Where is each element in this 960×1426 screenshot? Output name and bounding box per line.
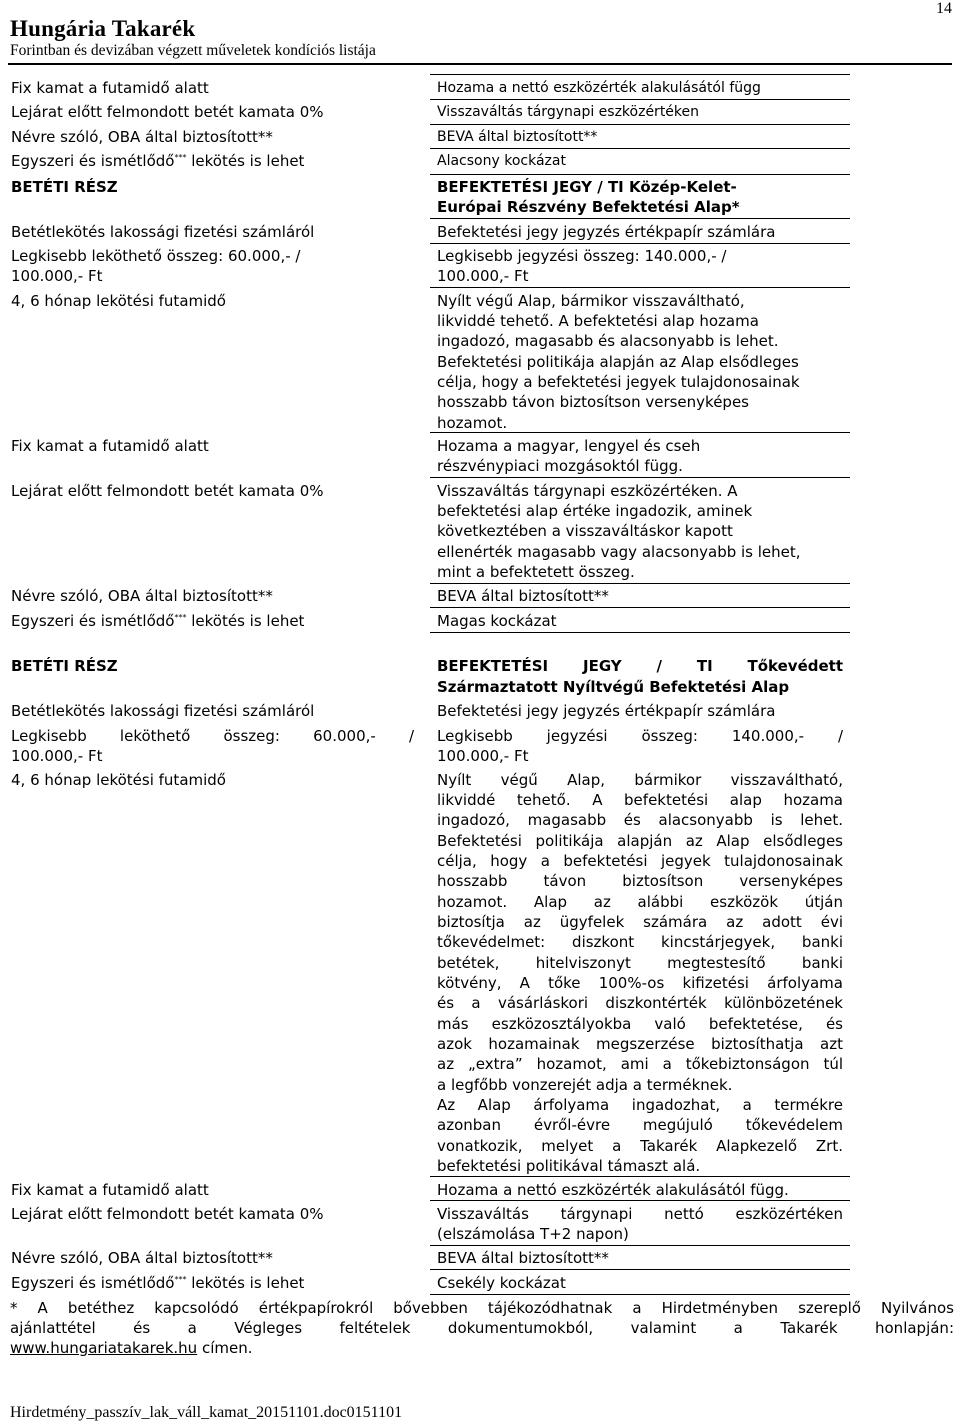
b2-desc2-4: befektetési politikával támaszt alá. bbox=[437, 1157, 701, 1175]
b2-min-subscription-2: 100.000,- Ft bbox=[437, 747, 529, 765]
b2-desc-5: célja, hogy a befektetési jegyek tulajdonosainak bbox=[437, 852, 843, 870]
b0-beva: BEVA által biztosított** bbox=[437, 129, 598, 145]
b0-redemption: Visszaváltás tárgynapi eszközértéken bbox=[437, 104, 700, 120]
b0-rule-4 bbox=[430, 148, 850, 149]
b2-desc-13: más eszközosztályokba való befektetése, és bbox=[437, 1015, 843, 1033]
b2-one-time-repeat: Egyszeri és ismétlődő*** lekötés is lehet bbox=[11, 1274, 305, 1292]
b0-risk: Alacsony kockázat bbox=[437, 153, 566, 169]
b2-desc-6: hosszabb távon biztosítson versenyképes bbox=[437, 872, 843, 890]
b2-min-amount-2: 100.000,- Ft bbox=[11, 747, 103, 765]
b2-min-amount: Legkisebb leköthető összeg: 60.000,- / bbox=[11, 727, 414, 745]
b1-rule-beva bbox=[430, 583, 850, 584]
b2-yield: Hozama a nettó eszközérték alakulásától függ. bbox=[437, 1181, 789, 1199]
b2-oba-insured: Névre szóló, OBA által biztosított** bbox=[11, 1249, 273, 1267]
b1-fix-rate: Fix kamat a futamidő alatt bbox=[11, 437, 209, 455]
b1-rule-heading bbox=[430, 174, 850, 175]
b2-desc2-1: Az Alap árfolyama ingadozhat, a termékre bbox=[437, 1096, 843, 1114]
b0-early-termination: Lejárat előtt felmondott betét kamata 0% bbox=[11, 103, 324, 121]
b2-account: Befektetési jegy jegyzés értékpapír számlára bbox=[437, 702, 776, 720]
b1-redeem-1: Visszaváltás tárgynapi eszközértéken. A bbox=[437, 482, 738, 500]
b2-term: 4, 6 hónap lekötési futamidő bbox=[11, 771, 226, 789]
b1-min-amount: Legkisebb leköthető összeg: 60.000,- / bbox=[11, 247, 301, 265]
b1-beva: BEVA által biztosított** bbox=[437, 587, 609, 605]
b1-desc-3: ingadozó, magasabb és alacsonyabb is lehet. bbox=[437, 332, 779, 350]
b0-rule-1 bbox=[430, 74, 850, 75]
b1-min-subscription: Legkisebb jegyzési összeg: 140.000,- / bbox=[437, 247, 727, 265]
b1-fund-heading-2: Európai Részvény Befektetési Alap* bbox=[437, 198, 740, 216]
b1-term: 4, 6 hónap lekötési futamidő bbox=[11, 292, 226, 310]
page-number: 14 bbox=[936, 0, 952, 17]
b0-yield: Hozama a nettó eszközérték alakulásától függ bbox=[437, 80, 761, 96]
b2-rule-yield bbox=[430, 1176, 850, 1177]
b2-desc-4: Befektetési politikája alapján az Alap elsődleges bbox=[437, 832, 843, 850]
b1-rule-redeem bbox=[430, 477, 850, 478]
b2-desc-14: azok hozamainak megszerzése biztosíthatja azt bbox=[437, 1035, 843, 1053]
b1-rule-end bbox=[430, 632, 850, 633]
b1-oba-insured: Névre szóló, OBA által biztosított** bbox=[11, 587, 273, 605]
b2-desc-16: a legfőbb vonzerejét adja a terméknek. bbox=[437, 1076, 733, 1094]
b2-desc-2: likviddé tehető. A befektetési alap hozama bbox=[437, 791, 843, 809]
b2-redeem-2: (elszámolása T+2 napon) bbox=[437, 1225, 629, 1243]
b0-fix-rate: Fix kamat a futamidő alatt bbox=[11, 79, 209, 97]
b2-early-termination: Lejárat előtt felmondott betét kamata 0% bbox=[11, 1205, 324, 1223]
b1-desc-2: likviddé tehető. A befektetési alap hozama bbox=[437, 312, 759, 330]
b1-yield-2: részvénypiaci mozgásoktól függ. bbox=[437, 457, 683, 475]
b2-desc2-3: vonatkozik, melyet a Takarék Alapkezelő Zrt. bbox=[437, 1137, 843, 1155]
b1-rule-account bbox=[430, 218, 850, 219]
b1-min-amount-2: 100.000,- Ft bbox=[11, 267, 103, 285]
footnote-line-2: ajánlattétel és a Végleges feltételek dokumentumokból, valamint a Takarék honlapján: bbox=[10, 1319, 954, 1337]
b1-redeem-4: ellenérték magasabb vagy alacsonyabb is lehet, bbox=[437, 543, 801, 561]
document-subtitle: Forintban és devizában végzett műveletek kondíciós listája bbox=[10, 42, 376, 59]
b1-yield-1: Hozama a magyar, lengyel és cseh bbox=[437, 437, 701, 455]
b1-rule-min bbox=[430, 243, 850, 244]
b2-desc-11: kötvény, A tőke 100%-os kifizetési árfolyama bbox=[437, 974, 843, 992]
b2-min-subscription: Legkisebb jegyzési összeg: 140.000,- / bbox=[437, 727, 843, 745]
b2-desc-10: betétek, hitelviszonyt megtestesítő banki bbox=[437, 954, 843, 972]
b1-redeem-5: mint a befektetett összeg. bbox=[437, 563, 635, 581]
b1-account: Befektetési jegy jegyzés értékpapír számlára bbox=[437, 223, 776, 241]
b1-desc-1: Nyílt végű Alap, bármikor visszaváltható, bbox=[437, 292, 745, 310]
b1-rule-risk bbox=[430, 607, 850, 608]
bank-website-link[interactable]: www.hungariatakarek.hu bbox=[10, 1339, 198, 1357]
b2-desc-12: és a vásárláskori diszkontérték különbözetének bbox=[437, 994, 843, 1012]
footnote-line-3: www.hungariatakarek.hu címen. bbox=[10, 1339, 253, 1357]
b1-redeem-3: következtében a visszaváltáskor kapott bbox=[437, 522, 733, 540]
b1-early-termination: Lejárat előtt felmondott betét kamata 0% bbox=[11, 482, 324, 500]
b2-deposit-source: Betétlekötés lakossági fizetési számláról bbox=[11, 702, 315, 720]
b2-fund-heading-2: Származtatott Nyíltvégű Befektetési Alap bbox=[437, 678, 790, 696]
b0-one-time-repeat: Egyszeri és ismétlődő*** lekötés is lehet bbox=[11, 152, 305, 170]
header-rule bbox=[8, 63, 952, 65]
b1-fund-heading-1: BEFEKTETÉSI JEGY / TI Közép-Kelet- bbox=[437, 178, 737, 196]
b1-deposit-source: Betétlekötés lakossági fizetési számláról bbox=[11, 223, 315, 241]
b2-desc-15: az „extra” hozamot, ami a tőkebiztonságon túl bbox=[437, 1055, 843, 1073]
b1-min-subscription-2: 100.000,- Ft bbox=[437, 267, 529, 285]
b1-desc-4: Befektetési politikája alapján az Alap elsődleges bbox=[437, 353, 799, 371]
b2-desc2-2: azonban évről-évre megújuló tőkevédelem bbox=[437, 1116, 843, 1134]
b1-desc-5: célja, hogy a befektetési jegyek tulajdonosainak bbox=[437, 373, 800, 391]
footnote-line-1: * A betéthez kapcsolódó értékpapírokról bővebben tájékozódhatnak a Hirdetményben szereplő Nyilvános bbox=[10, 1299, 954, 1317]
b1-deposit-heading: BETÉTI RÉSZ bbox=[11, 178, 118, 196]
b1-risk: Magas kockázat bbox=[437, 612, 557, 630]
b2-fund-heading-1: BEFEKTETÉSI JEGY / TI Tőkevédett bbox=[437, 657, 843, 675]
b2-beva: BEVA által biztosított** bbox=[437, 1249, 609, 1267]
b2-rule-end bbox=[430, 1294, 850, 1295]
b2-rule-beva bbox=[430, 1245, 850, 1246]
document-filename: Hirdetmény_passzív_lak_váll_kamat_20151101.doc0151101 bbox=[10, 1404, 403, 1421]
b0-rule-3 bbox=[430, 124, 850, 125]
b0-rule-2 bbox=[430, 99, 850, 100]
b1-one-time-repeat: Egyszeri és ismétlődő*** lekötés is lehet bbox=[11, 612, 305, 630]
b1-desc-6: hosszabb távon biztosítson versenyképes bbox=[437, 393, 749, 411]
b2-deposit-heading: BETÉTI RÉSZ bbox=[11, 657, 118, 675]
b2-fix-rate: Fix kamat a futamidő alatt bbox=[11, 1181, 209, 1199]
b0-oba-insured: Névre szóló, OBA által biztosított** bbox=[11, 128, 273, 146]
b2-desc-3: ingadozó, magasabb és alacsonyabb is lehet. bbox=[437, 811, 843, 829]
b2-rule-risk bbox=[430, 1269, 850, 1270]
b1-desc-7: hozamot. bbox=[437, 414, 508, 432]
b2-desc-1: Nyílt végű Alap, bármikor visszaváltható, bbox=[437, 771, 843, 789]
b2-desc-9: tőkevédelmet: diszkont kincstárjegyek, banki bbox=[437, 933, 843, 951]
b1-rule-desc bbox=[430, 287, 850, 288]
bank-name: Hungária Takarék bbox=[10, 16, 196, 41]
b2-rule-redeem bbox=[430, 1200, 850, 1201]
b2-risk: Csekély kockázat bbox=[437, 1274, 566, 1292]
b2-desc-7: hozamot. Alap az alábbi eszközök útján bbox=[437, 893, 843, 911]
b2-desc-8: biztosítja az ügyfelek számára az adott évi bbox=[437, 913, 843, 931]
b1-rule-yield bbox=[430, 432, 850, 433]
b2-redeem-1: Visszaváltás tárgynapi nettó eszközértéken bbox=[437, 1205, 843, 1223]
b1-redeem-2: befektetési alap értéke ingadozik, aminek bbox=[437, 502, 753, 520]
